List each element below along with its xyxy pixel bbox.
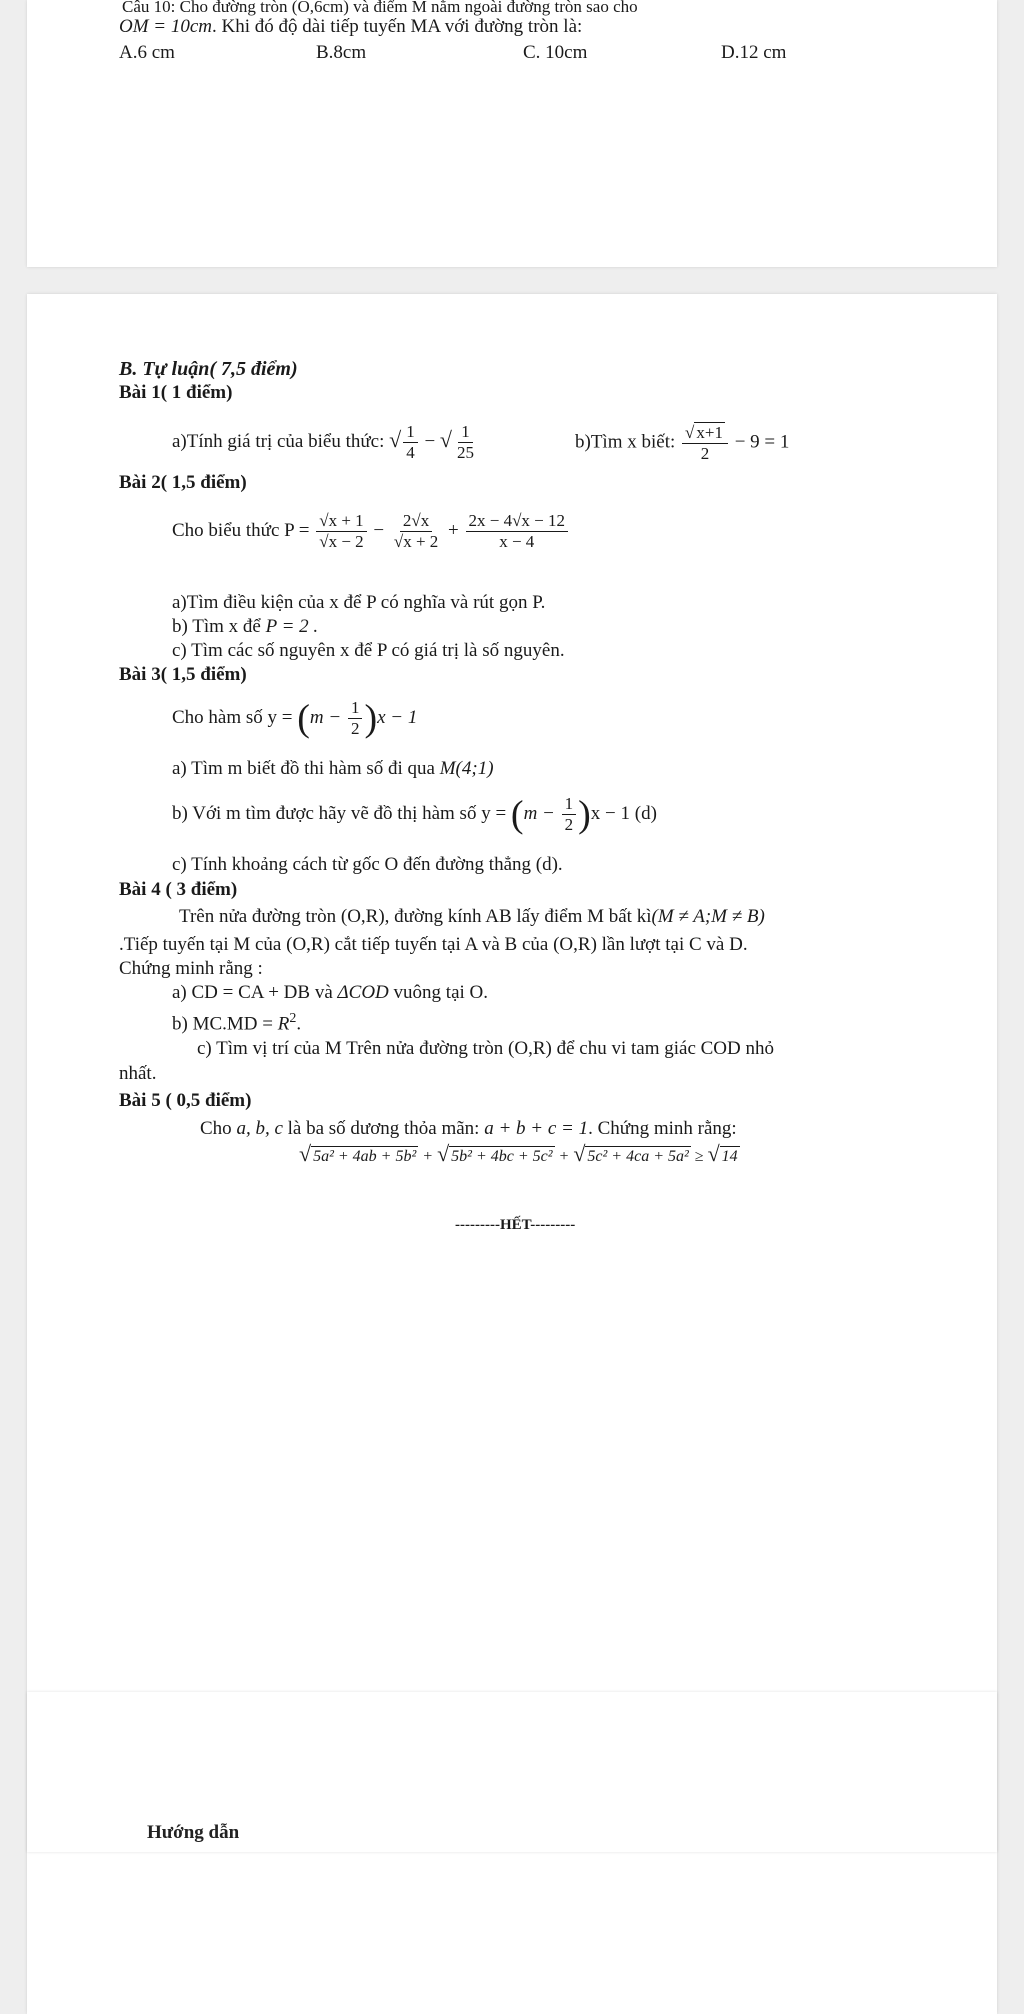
next-page-fragment: Hướng dẫn xyxy=(147,1822,240,1843)
bai2-frac-1: $\frac{√x + 1}{√x - 2}$ xyxy=(316,511,366,552)
bai2-frac-3: $\frac{2x - 4√x - 12}{x - 4}$ xyxy=(466,511,569,552)
bai2-b: b) Tìm x để P = 2 . xyxy=(172,616,319,637)
question-10-line2 xyxy=(119,16,582,38)
bai1-b-label: b)Tìm x biết: xyxy=(575,431,676,453)
bai3-b: b) Với m tìm được hãy vẽ đồ thị hàm số y = (m − $\frac{1}{2}$ )x − 1 (d) xyxy=(172,793,657,836)
bai1-b: b)Tìm x biết: $\frac{√ x+1}{2}$ − 9 = 1 xyxy=(575,423,790,463)
bai4-c-line2: nhất. xyxy=(119,1063,157,1084)
bai4-title: Bài 4 ( 3 điểm) xyxy=(119,879,238,900)
bai5-inequality: √ 5a² + 4ab + 5b² + √ 5b² + 4bc + 5c² + √ 5c² + 4ca + 5a² ≥ √ 14 xyxy=(299,1141,738,1166)
end-marker: ---------HẾT--------- xyxy=(455,1217,576,1233)
bai4-line3: Chứng minh rằng : xyxy=(119,958,263,979)
bai1-b-frac: $\frac{√ x+1}{2}$ xyxy=(682,422,728,464)
bai3-function: Cho hàm số y = (m − $\frac{1}{2}$ )x − 1 xyxy=(172,697,418,740)
option-b: B.8cm xyxy=(316,42,367,63)
bai3-title: Bài 3( 1,5 điểm) xyxy=(119,664,247,685)
bai4-line1: Trên nửa đường tròn (O,R), đường kính AB lấy điểm M bất kì(M ≠ A;M ≠ B) xyxy=(179,906,765,927)
bai3-c: c) Tính khoảng cách từ gốc O đến đường thẳng (d). xyxy=(172,854,563,875)
bai1-frac-2: $\frac{1}{25}$ xyxy=(456,422,474,463)
bai5-line1: Cho a, b, c là ba số dương thỏa mãn: a + b + c = 1. Chứng minh rằng: xyxy=(200,1118,737,1139)
bai4-line2: .Tiếp tuyến tại M của (O,R) cắt tiếp tuyến tại A và B của (O,R) lần lượt tại C và D. xyxy=(119,934,748,955)
bai2-frac-2: $\frac{2√x}{√x + 2}$ xyxy=(393,511,439,552)
bai1-frac-1: $\frac{1}{4}$ xyxy=(403,422,418,463)
essay-heading: B. Tự luận( 7,5 điểm) xyxy=(119,358,298,380)
bai1-title: Bài 1( 1 điểm) xyxy=(119,382,233,403)
question-10-line2-rest: . Khi đó độ dài tiếp tuyến MA với đường tròn là: xyxy=(212,16,583,37)
option-c: C. 10cm xyxy=(523,42,588,63)
page-fragment-bottom xyxy=(27,1692,997,1852)
bai2-title: Bài 2( 1,5 điểm) xyxy=(119,472,247,493)
question-10-line1: Câu 10: Cho đường tròn (O,6cm) và điểm M nằm ngoài đường tròn sao cho xyxy=(122,0,638,16)
option-d: D.12 cm xyxy=(721,42,787,63)
bai2-a: a)Tìm điều kiện của x để P có nghĩa và rút gọn P. xyxy=(172,592,546,613)
bai2-c: c) Tìm các số nguyên x để P có giá trị là số nguyên. xyxy=(172,640,565,661)
bai4-a: a) CD = CA + DB và ΔCOD vuông tại O. xyxy=(172,982,489,1003)
bai2-expression: Cho biểu thức P = $\frac{√x + 1}{√x - 2}$ − $\frac{2√x}{√x + 2}$ + $\frac{2x - 4√x - 12}{x - 4}$ xyxy=(172,508,570,554)
bai4-b: b) $MC.MD = R^2$. xyxy=(172,1011,302,1035)
page-fragment-top xyxy=(27,0,997,267)
bai1-a-label: a)Tính giá trị của biểu thức: xyxy=(172,431,385,452)
bai2-intro: Cho biểu thức P = xyxy=(172,520,310,541)
bai4-c-line1: c) Tìm vị trí của M Trên nửa đường tròn (O,R) để chu vi tam giác COD nhỏ xyxy=(197,1038,774,1059)
bai3-a: a) Tìm m biết đồ thi hàm số đi qua M(4;1) xyxy=(172,758,494,779)
bai5-title: Bài 5 ( 0,5 điểm) xyxy=(119,1090,252,1111)
om-expression: OM = 10cm xyxy=(119,16,213,37)
option-a: A.6 cm xyxy=(119,42,175,63)
bai1-a: a)Tính giá trị của biểu thức: √ $\frac{1}{4}$ − √ $\frac{1}{25}$ xyxy=(172,422,479,462)
question-10-line1-clipped xyxy=(27,0,997,16)
